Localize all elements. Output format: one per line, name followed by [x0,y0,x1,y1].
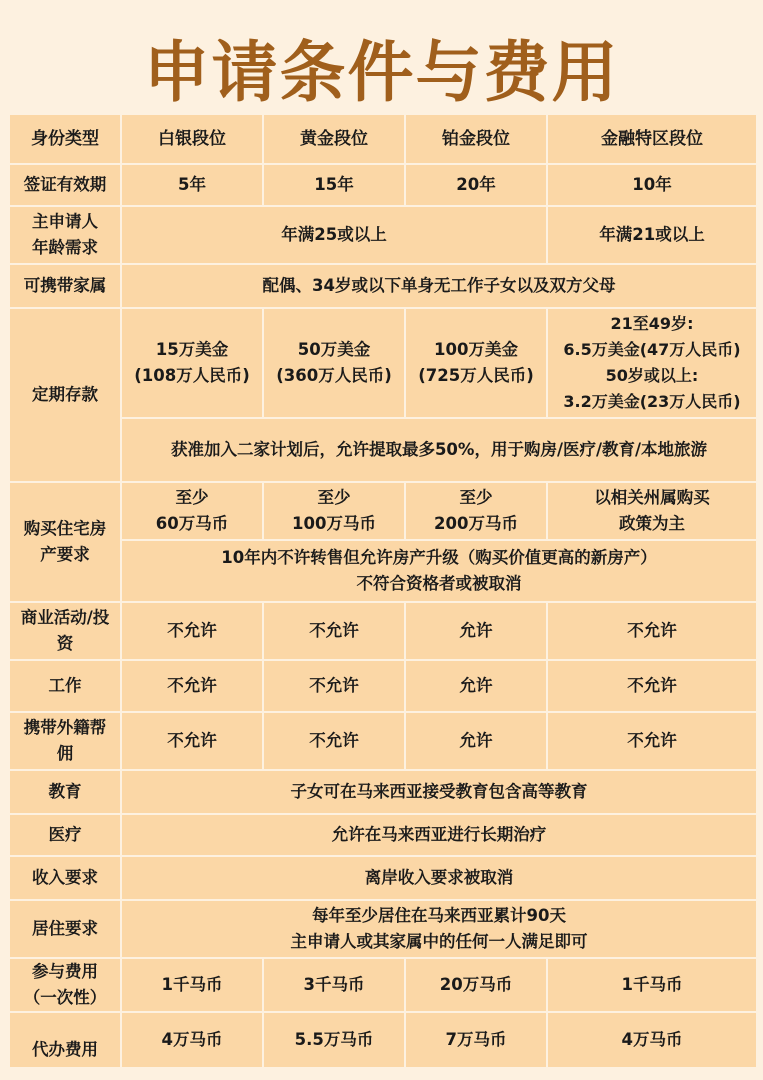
tier-silver: 白银段位 [121,114,263,164]
property-silver: 至少 60万马币 [121,482,263,540]
medical-label: 医疗 [9,814,121,856]
visa-label: 签证有效期 [9,164,121,206]
maid-platinum: 允许 [405,712,547,770]
deposit-silver: 15万美金 (108万人民币) [121,308,263,418]
work-gold: 不允许 [263,660,405,712]
age-special: 年满21或以上 [547,206,757,264]
maid-special: 不允许 [547,712,757,770]
visa-special: 10年 [547,164,757,206]
agent-fee-special: 4万马币 [547,1012,757,1068]
table-row [9,1012,757,1068]
table-row [9,660,757,712]
property-note: 10年内不许转售但允许房产升级（购买价值更高的新房产） 不符合资格者或被取消 [121,540,757,602]
agent-fee-silver: 4万马币 [121,1012,263,1068]
fee-silver: 1千马币 [121,958,263,1012]
medical-value: 允许在马来西亚进行长期治疗 [121,814,757,856]
tier-platinum: 铂金段位 [405,114,547,164]
fee-gold: 3千马币 [263,958,405,1012]
income-value: 离岸收入要求被取消 [121,856,757,900]
business-silver: 不允许 [121,602,263,660]
property-gold: 至少 100万马币 [263,482,405,540]
table-row [9,814,757,856]
visa-silver: 5年 [121,164,263,206]
agent-fee-platinum: 7万马币 [405,1012,547,1068]
table-row [9,602,757,660]
work-label: 工作 [9,660,121,712]
education-label: 教育 [9,770,121,814]
table-row [9,900,757,958]
dependents-value: 配偶、34岁或以下单身无工作子女以及双方父母 [121,264,757,308]
residence-value: 每年至少居住在马来西亚累计90天 主申请人或其家属中的任何一人满足即可 [121,900,757,958]
age-label: 主申请人 年龄需求 [9,206,121,264]
property-platinum: 至少 200万马币 [405,482,547,540]
age-standard: 年满25或以上 [121,206,547,264]
page-title: 申请条件与费用 [143,34,620,111]
deposit-gold: 50万美金 (360万人民币) [263,308,405,418]
table-row [9,264,757,308]
tier-gold: 黄金段位 [263,114,405,164]
maid-silver: 不允许 [121,712,263,770]
table-row [9,712,757,770]
work-special: 不允许 [547,660,757,712]
property-special: 以相关州属购买 政策为主 [547,482,757,540]
table-row [9,114,757,164]
education-value: 子女可在马来西亚接受教育包含高等教育 [121,770,757,814]
property-label: 购买住宅房 产要求 [9,482,121,602]
agent-fee-gold: 5.5万马币 [263,1012,405,1068]
tier-special: 金融特区段位 [547,114,757,164]
maid-gold: 不允许 [263,712,405,770]
table-row [9,482,757,540]
business-special: 不允许 [547,602,757,660]
deposit-label: 定期存款 [9,308,121,482]
table-row [9,856,757,900]
agent-fee-label: 代办费用 [9,1012,121,1068]
table-row [9,540,757,602]
fee-label: 参与费用 （一次性） [9,958,121,1012]
business-gold: 不允许 [263,602,405,660]
business-platinum: 允许 [405,602,547,660]
fee-platinum: 20万马币 [405,958,547,1012]
table-row [9,164,757,206]
deposit-note: 获准加入二家计划后，允许提取最多50%，用于购房/医疗/教育/本地旅游 [121,418,757,482]
table-row [9,958,757,1012]
fee-special: 1千马币 [547,958,757,1012]
income-label: 收入要求 [9,856,121,900]
header-label: 身份类型 [9,114,121,164]
dependents-label: 可携带家属 [9,264,121,308]
maid-label: 携带外籍帮 佣 [9,712,121,770]
table-row [9,206,757,264]
business-label: 商业活动/投 资 [9,602,121,660]
table-row [9,418,757,482]
residence-label: 居住要求 [9,900,121,958]
requirements-table [8,113,758,1069]
visa-gold: 15年 [263,164,405,206]
table-row [9,770,757,814]
work-silver: 不允许 [121,660,263,712]
deposit-special: 21至49岁: 6.5万美金(47万人民币) 50岁或以上: 3.2万美金(23万人民币) [547,308,757,418]
visa-platinum: 20年 [405,164,547,206]
work-platinum: 允许 [405,660,547,712]
table-row [9,308,757,418]
deposit-platinum: 100万美金 (725万人民币) [405,308,547,418]
